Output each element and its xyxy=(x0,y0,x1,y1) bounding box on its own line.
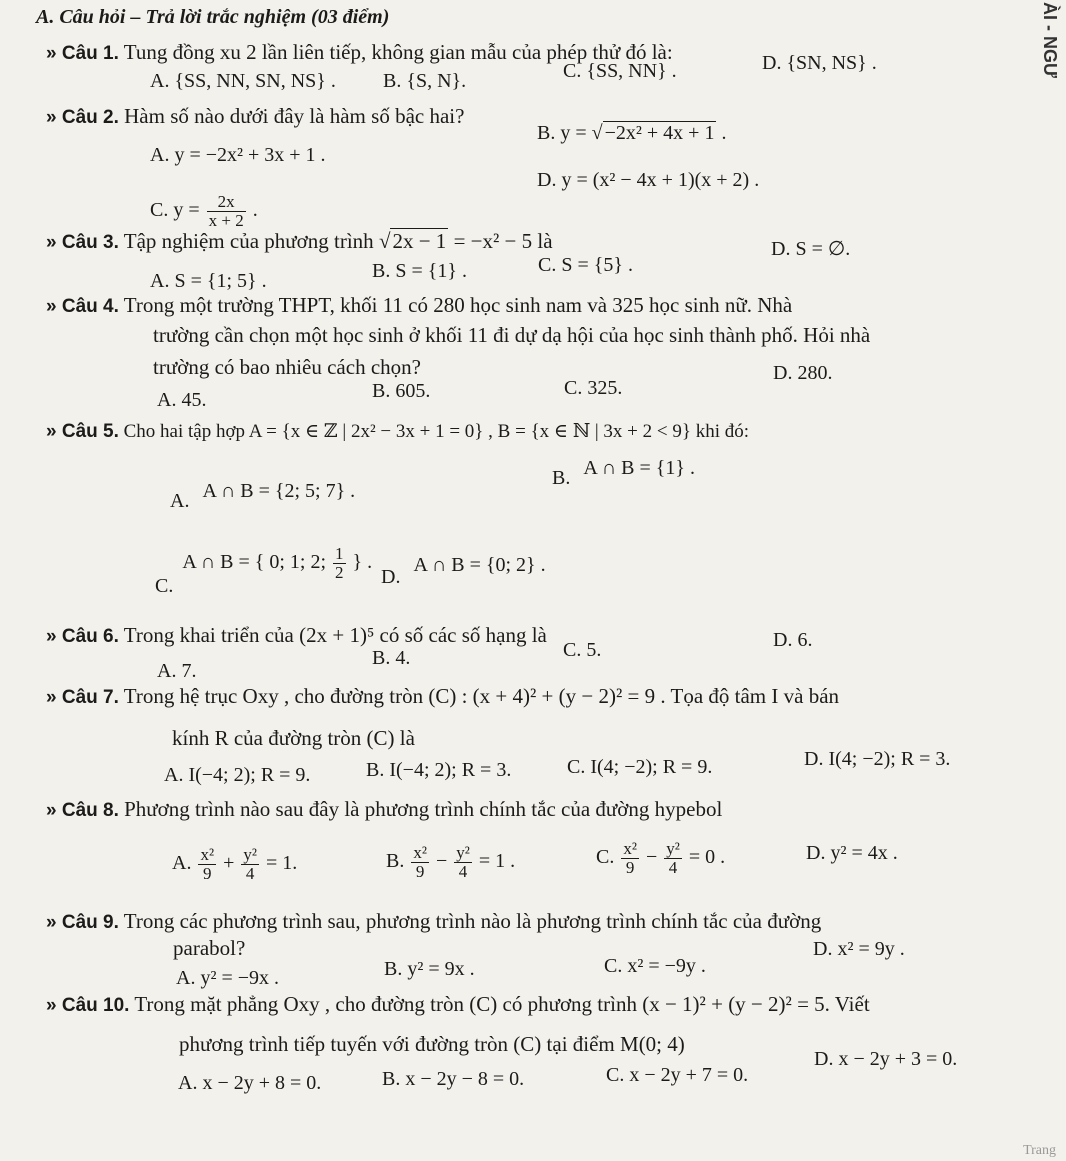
question-label: » Câu 9. xyxy=(46,912,119,933)
option-a[interactable] xyxy=(172,846,297,883)
question-label: » Câu 5. xyxy=(46,421,119,442)
question-stem xyxy=(46,292,792,320)
option-c[interactable] xyxy=(155,544,373,598)
fraction xyxy=(198,846,216,883)
page-number: Trang xyxy=(1023,1143,1056,1158)
option-c[interactable]: C. {SS, NN} . xyxy=(563,60,677,82)
fraction xyxy=(333,545,346,582)
denominator: 9 xyxy=(625,858,635,877)
operator: + xyxy=(218,852,240,875)
option-a[interactable]: A. S = {1; 5} . xyxy=(150,270,267,292)
question-stem xyxy=(46,796,722,824)
question-text: Trong khai triển của (2x + 1)⁵ có số các số hạng là xyxy=(123,623,547,647)
denominator: 2 xyxy=(335,563,344,582)
option-d[interactable]: D. {SN, NS} . xyxy=(762,52,877,74)
numerator: y² xyxy=(666,839,680,858)
sqrt-sign-icon: √ xyxy=(591,122,603,144)
option-a[interactable]: A. {SS, NN, SN, NS} . xyxy=(150,70,336,92)
denominator: 9 xyxy=(203,864,212,883)
option-b[interactable]: B. x − 2y − 8 = 0. xyxy=(382,1068,525,1090)
question-text: Tung đồng xu 2 lần liên tiếp, không gian mẫu của phép thử đó là: xyxy=(123,40,673,64)
option-c[interactable] xyxy=(150,193,258,230)
option-b[interactable]: B. 4. xyxy=(372,647,411,669)
option-b[interactable]: B. y² = 9x . xyxy=(384,958,475,980)
question-stem xyxy=(46,228,553,256)
question-text-post: = −x² − 5 là xyxy=(448,229,553,253)
numerator: y² xyxy=(456,843,470,862)
question-text: Cho hai tập hợp A = {x ∈ ℤ | 2x² − 3x + 1 = 0} , B = {x ∈ ℕ | 3x + 2 < 9} khi đó: xyxy=(123,421,750,442)
option-text: A ∩ B = {0; 2} . xyxy=(413,554,546,576)
denominator: 4 xyxy=(668,858,678,877)
option-d[interactable]: D. x² = 9y . xyxy=(813,938,905,960)
fraction xyxy=(621,840,639,877)
option-letter: A. xyxy=(170,490,190,512)
question-label: » Câu 6. xyxy=(46,626,119,647)
section-title: A. Câu hỏi – Trả lời trắc nghiệm (03 điểm) xyxy=(36,6,390,28)
question-label: » Câu 4. xyxy=(46,296,119,317)
option-text: A ∩ B = {2; 5; 7} . xyxy=(202,480,356,502)
question-stem xyxy=(46,991,870,1019)
option-c[interactable]: C. 325. xyxy=(564,377,623,399)
option-a[interactable] xyxy=(170,478,356,512)
option-b[interactable] xyxy=(386,844,515,881)
option-text: A ∩ B = {1} . xyxy=(583,457,695,479)
option-c-prefix: C. y = xyxy=(150,199,205,222)
fraction xyxy=(207,193,246,230)
question-stem xyxy=(46,419,749,445)
fraction xyxy=(241,846,259,883)
radicand: −2x² + 4x + 1 xyxy=(604,122,715,144)
option-letter: D. xyxy=(381,566,401,588)
option-d[interactable] xyxy=(381,552,546,588)
question-text-pre: Tập nghiệm của phương trình xyxy=(123,229,379,253)
question-text-cont: trường cần chọn một học sinh ở khối 11 đi dự dạ hội của học sinh thành phố. Hỏi nhà xyxy=(153,323,871,347)
radicand: 2x − 1 xyxy=(392,229,447,253)
question-text-cont: parabol? xyxy=(173,936,246,960)
fraction xyxy=(411,844,429,881)
option-letter: B. xyxy=(386,850,405,873)
numerator: y² xyxy=(243,845,257,864)
option-letter: C. xyxy=(155,575,174,598)
question-text-cont: kính R của đường tròn (C) là xyxy=(172,726,415,750)
option-c-prefix: A ∩ B = { 0; 1; 2; xyxy=(182,551,332,574)
option-b[interactable] xyxy=(537,120,726,146)
operator: − xyxy=(430,850,453,873)
question-text: Phương trình nào sau đây là phương trình chính tắc của đường hypebol xyxy=(124,797,723,821)
option-c-suffix: . xyxy=(247,199,258,222)
option-d[interactable]: D. S = ∅. xyxy=(771,238,851,260)
option-b[interactable]: B. {S, N}. xyxy=(383,70,467,92)
option-d[interactable]: D. y² = 4x . xyxy=(806,842,898,864)
option-c[interactable]: C. 5. xyxy=(563,639,602,661)
question-label: » Câu 8. xyxy=(46,800,119,821)
denominator: x + 2 xyxy=(208,211,244,230)
numerator: 2x xyxy=(207,193,246,212)
denominator: 4 xyxy=(245,864,255,883)
option-a[interactable]: A. x − 2y + 8 = 0. xyxy=(178,1072,322,1094)
option-a[interactable]: A. 45. xyxy=(157,389,207,411)
option-c[interactable]: C. I(4; −2); R = 9. xyxy=(567,756,713,778)
numerator: x² xyxy=(623,839,637,858)
numerator: 1 xyxy=(335,544,344,563)
option-d[interactable]: D. x − 2y + 3 = 0. xyxy=(814,1048,958,1070)
option-c[interactable]: C. x² = −9y . xyxy=(604,955,706,977)
denominator: 4 xyxy=(458,862,468,881)
question-text-cont: trường có bao nhiêu cách chọn? xyxy=(153,355,421,379)
option-b[interactable]: B. I(−4; 2); R = 3. xyxy=(366,759,512,781)
question-label: » Câu 1. xyxy=(46,43,119,64)
question-text: Hàm số nào dưới đây là hàm số bậc hai? xyxy=(124,104,465,128)
option-c[interactable]: C. S = {5} . xyxy=(538,254,633,276)
fraction xyxy=(454,844,472,881)
option-b[interactable] xyxy=(552,455,695,489)
option-d[interactable]: D. 280. xyxy=(773,362,833,384)
option-letter: A. xyxy=(172,852,192,875)
question-stem xyxy=(46,103,464,131)
option-b-suffix: . xyxy=(716,122,727,144)
question-label: » Câu 3. xyxy=(46,232,119,253)
question-text-cont: phương trình tiếp tuyến với đường tròn (C) tại điểm M(0; 4) xyxy=(179,1032,685,1056)
option-tail: = 0 . xyxy=(683,846,726,869)
question-stem xyxy=(46,622,547,650)
numerator: x² xyxy=(413,843,427,862)
option-d[interactable]: D. 6. xyxy=(773,629,813,651)
question-stem xyxy=(46,908,821,936)
option-tail: = 1. xyxy=(260,852,298,875)
question-text: Trong mặt phẳng Oxy , cho đường tròn (C) có phương trình (x − 1)² + (y − 2)² = 5. Viết xyxy=(134,992,870,1016)
option-b[interactable]: B. S = {1} . xyxy=(372,260,467,282)
question-text: Trong một trường THPT, khối 11 có 280 học sinh nam và 325 học sinh nữ. Nhà xyxy=(123,293,793,317)
question-label: » Câu 10. xyxy=(46,995,130,1016)
option-a[interactable]: A. y = −2x² + 3x + 1 . xyxy=(150,144,326,166)
question-stem xyxy=(46,683,839,711)
option-letter: C. xyxy=(596,846,615,869)
question-label: » Câu 7. xyxy=(46,687,119,708)
operator: − xyxy=(640,846,663,869)
fraction xyxy=(664,840,682,877)
option-tail: = 1 . xyxy=(473,850,516,873)
option-c[interactable] xyxy=(596,840,725,877)
option-d[interactable]: D. I(4; −2); R = 3. xyxy=(804,748,951,770)
sqrt-sign-icon: √ xyxy=(378,229,391,253)
denominator: 9 xyxy=(415,862,425,881)
option-a[interactable]: A. I(−4; 2); R = 9. xyxy=(164,764,311,786)
option-a[interactable]: A. 7. xyxy=(157,660,197,682)
question-text: Trong các phương trình sau, phương trình nào là phương trình chính tắc của đường xyxy=(123,909,822,933)
numerator: x² xyxy=(200,845,215,864)
question-text: Trong hệ trục Oxy , cho đường tròn (C) : (x + 4)² + (y − 2)² = 9 . Tọa độ tâm I và bán xyxy=(123,684,840,708)
question-label: » Câu 2. xyxy=(46,107,119,128)
option-b[interactable]: B. 605. xyxy=(372,380,431,402)
option-d[interactable]: D. y = (x² − 4x + 1)(x + 2) . xyxy=(537,169,760,191)
option-c[interactable]: C. x − 2y + 7 = 0. xyxy=(606,1064,749,1086)
page-edge-text: ÀI - NGƯ xyxy=(1040,2,1060,78)
option-letter: B. xyxy=(552,467,571,489)
option-c-suffix: } . xyxy=(347,551,373,574)
option-b-prefix: B. y = xyxy=(537,122,592,144)
option-a[interactable]: A. y² = −9x . xyxy=(176,967,279,989)
